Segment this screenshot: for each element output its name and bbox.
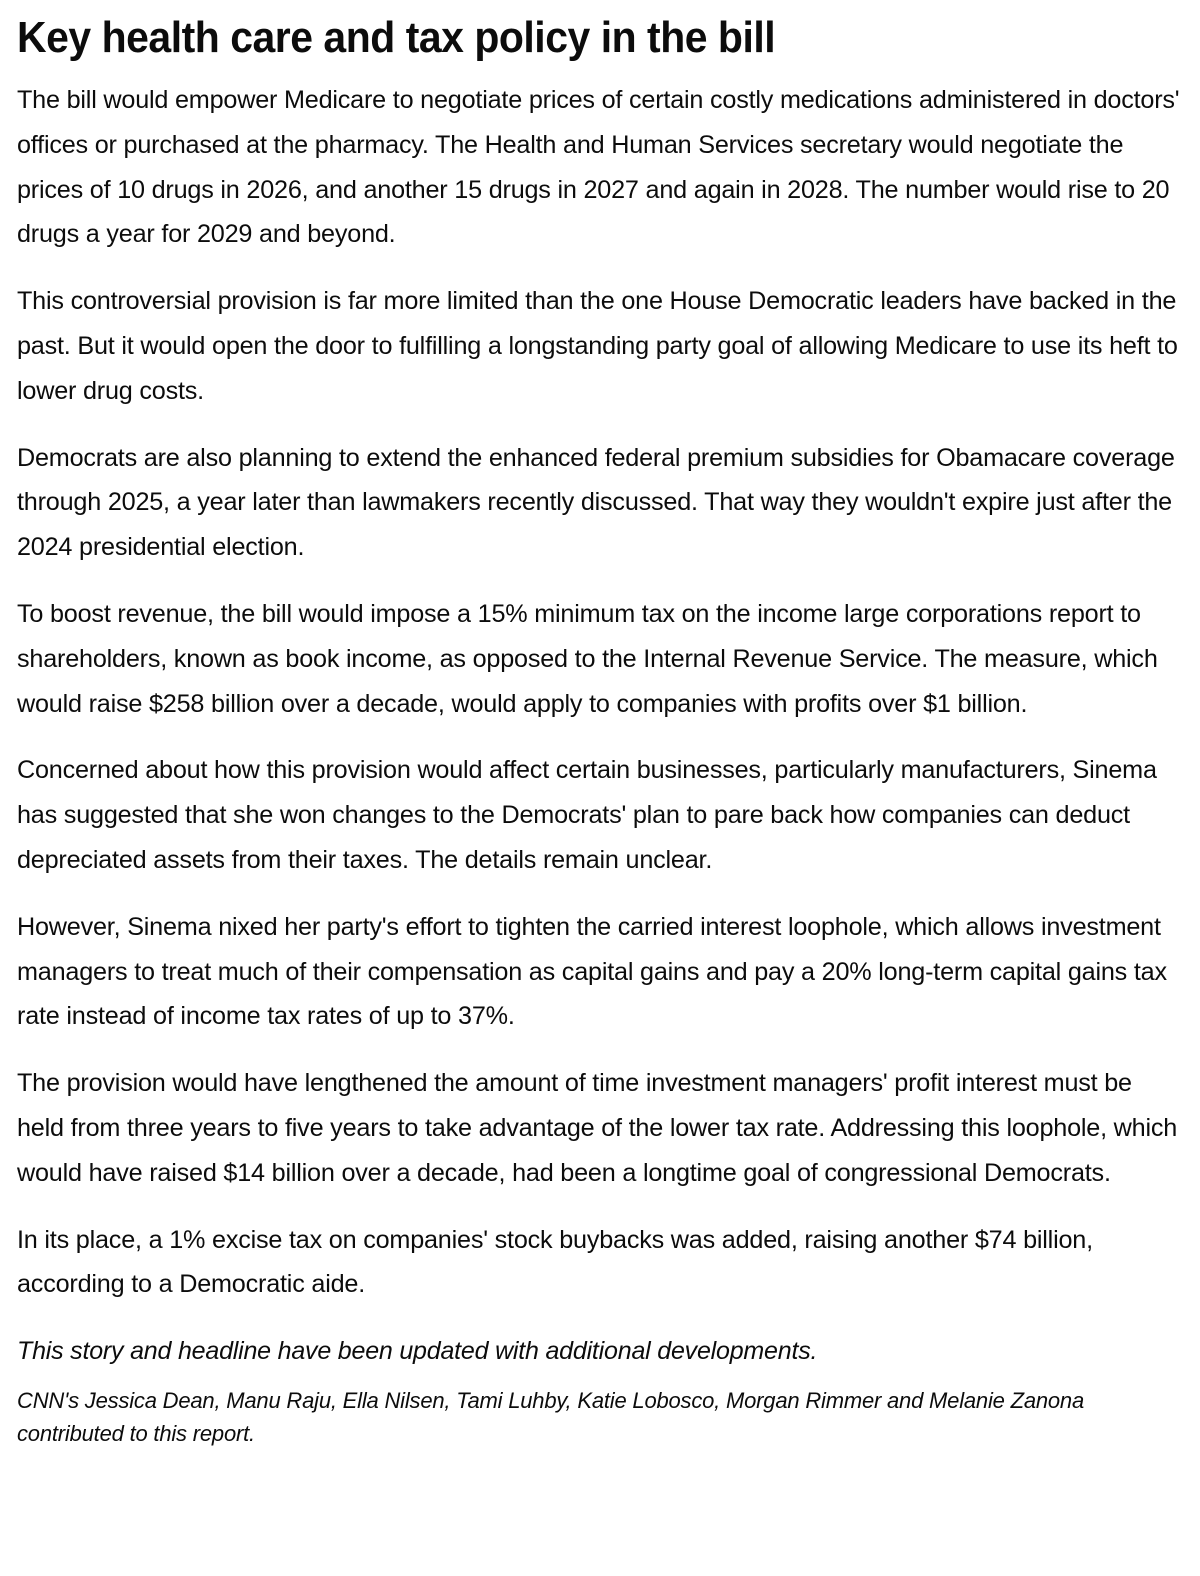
paragraph-medicare-negotiation: The bill would empower Medicare to negotiate prices of certain costly medications administered in doctors' offices or purchased at the pharmacy. The Health and Human Services secretary would negotiate the prices of 10 drugs in 2026, and another 15 drugs in 2027 and again in 2028. The number would rise to 20 drugs a year for 2029 and beyond. <box>17 86 1180 249</box>
section-headline: Key health care and tax policy in the bill <box>17 13 776 62</box>
paragraph-profit-interest: The provision would have lengthened the amount of time investment managers' profit interest must be held from three years to five years to take advantage of the lower tax rate. Addressing this loophole, which would have raised $14 billion over a decade, had been a longtime goal of congressional Democrats. <box>17 1069 1178 1187</box>
contributors-credit: CNN's Jessica Dean, Manu Raju, Ella Nilsen, Tami Luhby, Katie Lobosco, Morgan Rimmer and Melanie Zanona contributed to this report. <box>17 1387 1085 1446</box>
paragraph-excise-tax: In its place, a 1% excise tax on companies' stock buybacks was added, raising another $74 billion, according to a Democratic aide. <box>17 1225 1093 1299</box>
paragraph-minimum-tax: To boost revenue, the bill would impose a 15% minimum tax on the income large corporations report to shareholders, known as book income, as opposed to the Internal Revenue Service. The measure, which would raise $258 billion over a decade, would apply to companies with profits over $1 billion. <box>17 599 1158 718</box>
paragraph-carried-interest: However, Sinema nixed her party's effort to tighten the carried interest loophole, which allows investment managers to treat much of their compensation as capital gains and pay a 20% long-term capital gains tax rate instead of income tax rates of up to 37%. <box>17 912 1167 1031</box>
paragraph-depreciated-assets: Concerned about how this provision would affect certain businesses, particularly manufacturers, Sinema has suggested that she won changes to the Democrats' plan to pare back how companies can deduct depreciated assets from their taxes. The details remain unclear. <box>17 756 1157 874</box>
paragraph-controversial-provision: This controversial provision is far more limited than the one House Democratic leaders have backed in the past. But it would open the door to fulfilling a longstanding party goal of allowing Medicare to use its heft to lower drug costs. <box>17 287 1178 405</box>
editor-note: This story and headline have been updated with additional developments. <box>17 1337 818 1366</box>
paragraph-obamacare-subsidies: Democrats are also planning to extend the enhanced federal premium subsidies for Obamacare coverage through 2025, a year later than lawmakers recently discussed. That way they wouldn't expire just after the 2024 presidential election. <box>17 443 1175 562</box>
